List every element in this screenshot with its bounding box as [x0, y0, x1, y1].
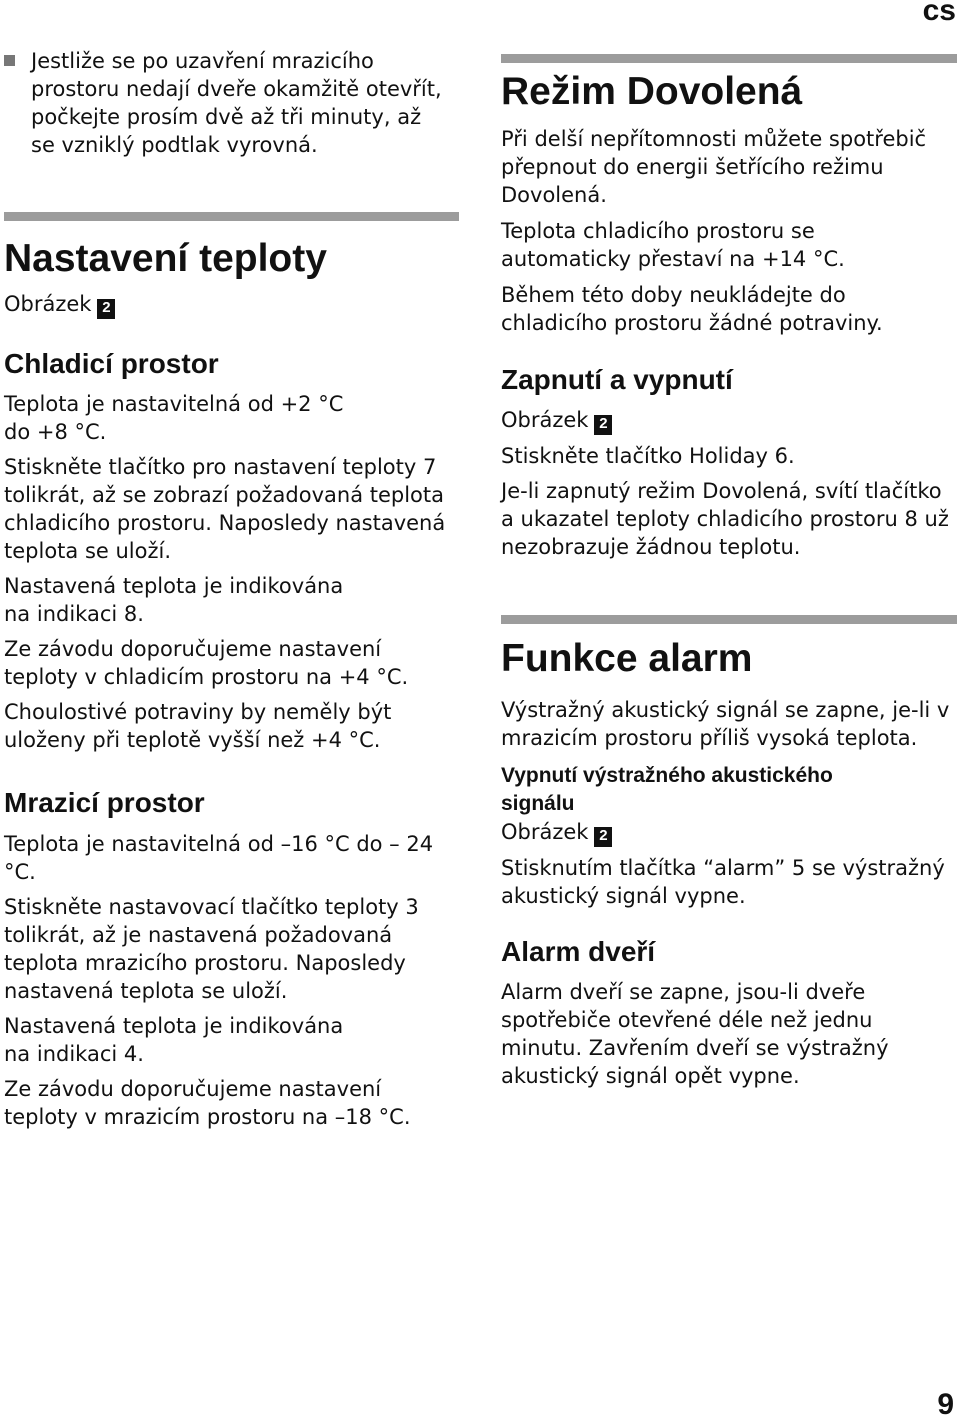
- paragraph: Choulostivé potraviny by neměly být uloženy při teplotě vyšší než +4 °C.: [4, 700, 392, 752]
- figure-reference: Obrázek 2: [501, 818, 957, 847]
- paragraph: Teplota je nastavitelná od +2 °C do +8 °C.: [4, 392, 344, 444]
- paragraph: Nastavená teplota je indikována na indikaci 8.: [4, 574, 344, 626]
- figure-number-badge: 2: [594, 827, 612, 847]
- left-column: [4, 0, 459, 1131]
- subsection-title-zapnuti: Zapnutí a vypnutí: [501, 364, 733, 395]
- page-number: 9: [937, 1388, 954, 1421]
- bullet-text: Jestliže se po uzavření mrazicího prostoru nedají dveře okamžitě otevřít, počkejte prosím dvě až tři minuty, až se vzniklý podtlak vyrovná.: [31, 49, 442, 157]
- section-title-nastaveni-teploty: Nastavení teploty: [4, 237, 327, 280]
- paragraph: Je-li zapnutý režim Dovolená, svítí tlačítko a ukazatel teploty chladicího prostoru 8 už nezobrazuje žádnou teplotu.: [501, 479, 949, 559]
- paragraph: Stiskněte tlačítko Holiday 6.: [501, 444, 795, 468]
- language-code: cs: [922, 0, 956, 27]
- section-rule: [501, 615, 957, 624]
- figure-number-badge: 2: [594, 415, 612, 435]
- paragraph: Nastavená teplota je indikována na indikaci 4.: [4, 1014, 344, 1066]
- bullet-item: [4, 47, 459, 159]
- right-column: [501, 0, 957, 1090]
- paragraph: Teplota chladicího prostoru se automaticky přestaví na +14 °C.: [501, 219, 845, 271]
- subsection-title-mrazici: Mrazicí prostor: [4, 787, 205, 818]
- paragraph: Stisknutím tlačítka “alarm” 5 se výstražný akustický signál vypne.: [501, 856, 945, 908]
- subsection-title-alarm-dveri: Alarm dveří: [501, 936, 656, 967]
- section-title-funkce-alarm: Funkce alarm: [501, 637, 753, 680]
- paragraph: Ze závodu doporučujeme nastavení teploty v mrazicím prostoru na –18 °C.: [4, 1077, 411, 1129]
- section-title-rezim-dovolena: Režim Dovolená: [501, 70, 803, 113]
- paragraph: Během této doby neukládejte do chladicího prostoru žádné potraviny.: [501, 283, 883, 335]
- subsection-title-chladici: Chladicí prostor: [4, 348, 219, 379]
- paragraph: Ze závodu doporučujeme nastavení teploty v chladicím prostoru na +4 °C.: [4, 637, 409, 689]
- section-rule: [501, 54, 957, 63]
- paragraph: Alarm dveří se zapne, jsou-li dveře spotřebiče otevřené déle než jednu minutu. Zavřením dveří se výstražný akustický signál opět vypne.: [501, 980, 889, 1088]
- paragraph: Stiskněte tlačítko pro nastavení teploty 7 tolikrát, až se zobrazí požadovaná teplota chladicího prostoru. Naposledy nastavená teplota se uloží.: [4, 455, 446, 563]
- figure-number-badge: 2: [97, 299, 115, 319]
- figure-reference: Obrázek 2: [4, 290, 459, 319]
- subsection-title-vypnuti: Vypnutí výstražného akustického signálu: [501, 764, 833, 815]
- paragraph: Teplota je nastavitelná od –16 °C do – 24 °C.: [4, 832, 434, 884]
- paragraph: Výstražný akustický signál se zapne, je-li v mrazicím prostoru příliš vysoká teplota.: [501, 698, 950, 750]
- section-rule: [4, 212, 459, 221]
- paragraph: Při delší nepřítomnosti můžete spotřebič přepnout do energii šetřícího režimu Dovolená.: [501, 127, 927, 207]
- figure-reference: Obrázek 2: [501, 406, 957, 435]
- paragraph: Stiskněte nastavovací tlačítko teploty 3 tolikrát, až je nastavená požadovaná teplota mrazicího prostoru. Naposledy nastavená teplota se uloží.: [4, 895, 419, 1003]
- bullet-square-icon: [4, 55, 15, 66]
